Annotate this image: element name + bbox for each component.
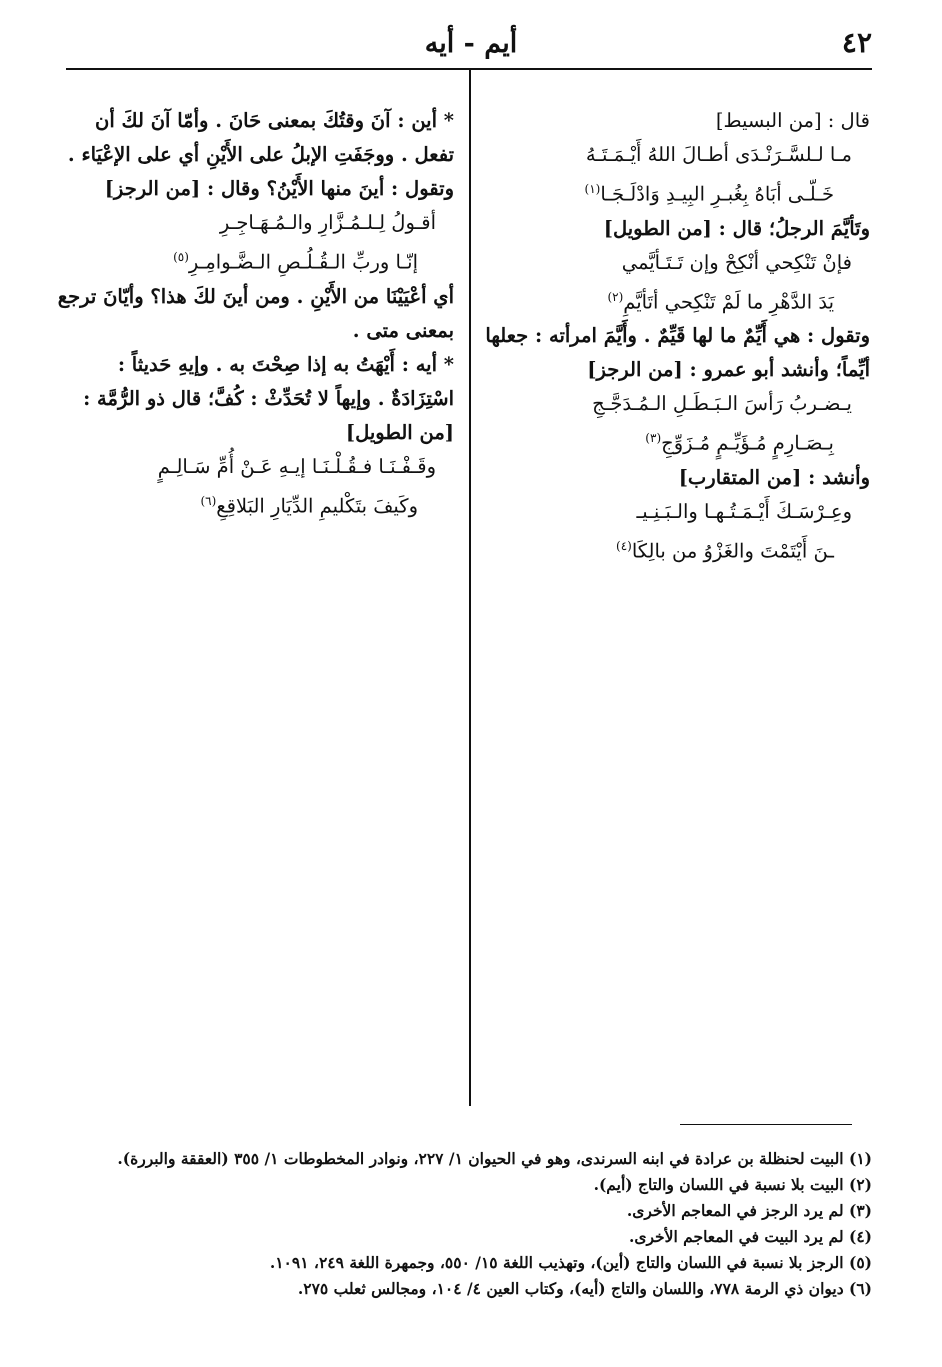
text-line: أيِّماً؛ وأنشد أبو عمرو : [من الرجز] [587,358,870,381]
right-column [485,104,870,568]
verse-line: وعِـرْسَـكَ أَيْـمَـتُـهـا والـبَـنِـيـ [636,499,852,523]
text-line: [من الطويل] [345,420,454,444]
text-line: اسْتِزَادَةٌ . وإيهاً لا تُحَدِّثْ : كُفَّ؛ قال ذو الرُّمَّة : [83,386,454,410]
footnote-marker: (٣) [645,431,662,445]
footnote-6: (٦) ديوان ذي الرمة ٧٧٨، واللسان والتاج (أيه)، وكتاب العين ٤/ ١٠٤، ومجالس ثعلب ٢٧٥. [297,1279,872,1298]
verse-line: وقَـفْـنَـا فـقُـلْـنَـا إيـهِ عَـنْ أُمِّ سَـالِـمٍ [157,454,436,478]
footnote-marker: (٥) [173,250,189,264]
verse-line: فإنْ تَنْكِحي أنْكِحْ وإن تَـتَـأيَّمي [621,250,852,274]
text-line: بمعنى متى . [352,318,454,342]
entry-heading-line: * أيه : أَيْهَتُ به إذا صِحْتَ به . وإيهِ حَديثاً : [117,352,454,376]
footnote-5: (٥) الرجز بلا نسبة في اللسان والتاج (أين)، وتهذيب اللغة ١٥/ ٥٥٠، وجمهرة اللغة ٢٤٩، ١٠٩١. [269,1253,872,1272]
verse-line [66,484,454,524]
footnote-rule [680,1124,852,1125]
verse-line [490,280,870,320]
text-line: وتقول : هي أَيِّمٌ ما لها قَيِّمٌ . وأَيَّمَ امرأته : جعلها [485,324,870,347]
verse-line [490,172,870,212]
verse-text: ـنَ أَيْتَمْتَ والغَزْوُ من بالِكَا [631,539,834,562]
verse-line: أقـولُ لِـلـمُـزَّارِ والـمُـهَـاجِـرِ [219,211,436,234]
text-line: وأنشد : [من المتقارب] [678,465,870,489]
footnote-2: (٢) البيت بلا نسبة في اللسان والتاج (أيم). [593,1175,872,1194]
text-line: تفعل . ووجَفَتِ الإبلُ على الأَيْنِ أي على الإعْيَاء . [67,143,454,166]
verse-line [490,421,870,461]
entry-heading-line: * أين : آنَ وقتُكَ بمعنى حَانَ . وأمّا آنَ لكَ أن [95,109,454,132]
verse-text: يَدَ الدَّهْرِ ما لَمْ تَنْكِحي أتَأيَّمِ [623,290,834,313]
footnote-marker: (٢) [607,289,624,304]
footnote-3: (٣) لم يرد الرجز في المعاجم الأخرى. [626,1201,872,1220]
footnote-marker: (٤) [616,538,632,553]
column-divider [469,70,471,1106]
text-line: أي أعْيَيْنَا من الأَيْنِ . ومن أينَ لكَ هذا؟ وأيّانَ ترجع [57,284,454,308]
text-line: وتقول : أينَ منها الأَيْنُ؟ وقال : [من الرجز] [104,177,454,200]
page-number: ٤٢ [841,26,872,59]
footnotes [72,1146,872,1302]
footnote-marker: (٦) [200,493,217,508]
verse-text: وكَيفَ بتَكْليمِ الدِّيَارِ البَلاقِعِ [216,494,418,517]
verse-line [490,529,870,569]
footnote-marker: (١) [584,182,601,196]
verse-line [66,240,454,280]
verse-text: بِـصَـارِمٍ مُـؤَيِّـمٍ مُـزَوِّجِ [661,431,834,455]
verse-line: يـضـربُ رَأسَ الـبَـطَـلِ الـمُـدَجَّـجِ [592,392,852,415]
text-line: وتَأيَّمَ الرجلُ؛ قال : [من الطويل] [603,216,870,240]
text-line: قال : [من البسيط] [715,109,870,132]
footnote-4: (٤) لم يرد البيت في المعاجم الأخرى. [628,1227,872,1246]
verse-line: مـا لـلسَّـرَنْـدَى أطـالَ اللهُ أَيْـمَـتَـهُ [585,143,852,166]
page-title: أيم - أيه [424,28,518,59]
left-column [57,104,454,523]
verse-text: إنّـا وربِّ الـقُـلُـصِ الـضَّـوامِـرِ [188,250,418,274]
footnote-1: (١) البيت لحنظلة بن عرادة في ابنه السرندى، وهو في الحيوان ١/ ٢٢٧، ونوادر المخطوطات ١/ ٣٥٥ (العققة والبررة). [117,1149,872,1168]
verse-text: خَـلّـى أبَاهُ بِغُبـرِ البِيـدِ وَادْلَـجَـا [600,182,834,206]
